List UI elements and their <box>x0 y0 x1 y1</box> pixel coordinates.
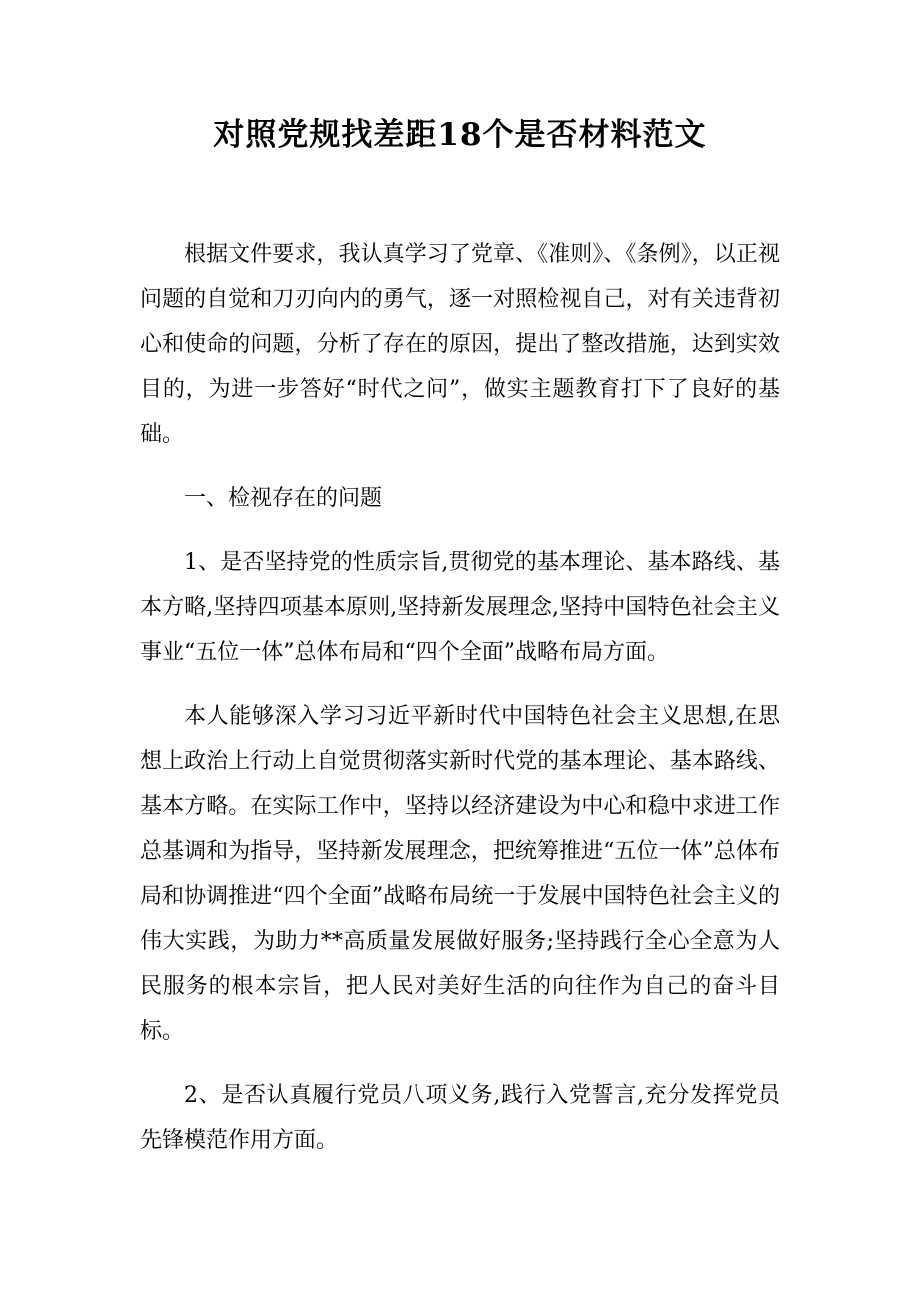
intro-paragraph: 根据文件要求，我认真学习了党章、《准则》、《条例》，以正视问题的自觉和刀刃向内的勇气，逐一对照检视自己，对有关违背初心和使命的问题，分析了存在的原因，提出了整改措施，达到实效目的，为进一步答好“时代之问”，做实主题教育打下了良好的基础。 <box>140 242 780 447</box>
question-1-paragraph: 1、是否坚持党的性质宗旨,贯彻党的基本理论、基本路线、基本方略,坚持四项基本原则,坚持新发展理念,坚持中国特色社会主义事业“五位一体”总体布局和“四个全面”战略布局方面。 <box>140 550 780 665</box>
document-title: 对照党规找差距18个是否材料范文 <box>213 117 707 153</box>
answer-1-paragraph: 本人能够深入学习习近平新时代中国特色社会主义思想,在思想上政治上行动上自觉贯彻落实新时代党的基本理论、基本路线、基本方略。在实际工作中，坚持以经济建设为中心和稳中求进工作总基调和为指导，坚持新发展理念，把统筹推进“五位一体”总体布局和协调推进“四个全面”战略布局统一于发展中国特色社会主义的伟大实践，为助力**高质量发展做好服务;坚持践行全心全意为人民服务的根本宗旨，把人民对美好生活的向往作为自己的奋斗目标。 <box>140 704 780 1044</box>
section-heading: 一、检视存在的问题 <box>184 486 383 511</box>
question-2-paragraph: 2、是否认真履行党员八项义务,践行入党誓言,充分发挥党员先锋模范作用方面。 <box>140 1083 780 1153</box>
document-body <box>140 232 780 1163</box>
